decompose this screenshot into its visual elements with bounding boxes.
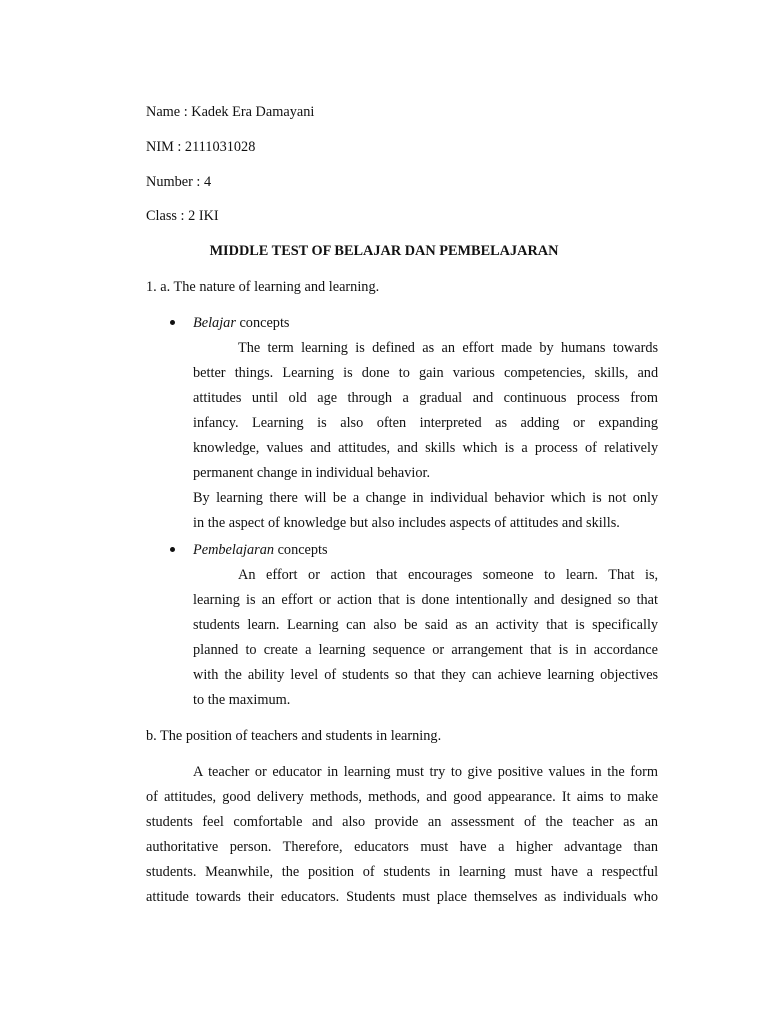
paragraph-line: permanent change in individual behavior. bbox=[193, 465, 431, 481]
paragraph-line: in the aspect of knowledge but also includes aspects of attitudes and skills. bbox=[193, 515, 620, 531]
paragraph-line: A teacher or educator in learning must try to give positive values in the form bbox=[193, 764, 659, 780]
paragraph-line: The term learning is defined as an effort made by humans towards bbox=[238, 340, 659, 356]
bullet-icon bbox=[170, 547, 175, 552]
paragraph-line: better things. Learning is done to gain various competencies, skills, and bbox=[193, 365, 659, 381]
paragraph-line: of attitudes, good delivery methods, methods, and good appearance. It aims to make bbox=[146, 789, 659, 805]
paragraph-line: to the maximum. bbox=[193, 692, 291, 708]
bullet-pembelajaran-heading bbox=[193, 541, 328, 559]
section-b-heading: b. The position of teachers and students in learning. bbox=[146, 728, 442, 744]
paragraph-line: knowledge, values and attitudes, and skills which is a process of relatively bbox=[193, 440, 659, 456]
bullet-suffix: concepts bbox=[235, 315, 290, 331]
paragraph-line: infancy. Learning is also often interpreted as adding or expanding bbox=[193, 415, 658, 431]
paragraph-line: attitudes until old age through a gradual and continuous process from bbox=[193, 390, 658, 406]
bullet-term: Pembelajaran bbox=[193, 542, 274, 558]
paragraph-line: students learn. Learning can also be said as an activity that is specifically bbox=[193, 617, 659, 633]
section-a-heading: 1. a. The nature of learning and learning. bbox=[146, 279, 380, 295]
student-nim: NIM : 2111031028 bbox=[146, 139, 256, 155]
document-title: MIDDLE TEST OF BELAJAR DAN PEMBELAJARAN bbox=[209, 243, 559, 259]
paragraph-line: authoritative person. Therefore, educators must have a higher advantage than bbox=[146, 839, 659, 855]
bullet-term: Belajar bbox=[193, 315, 236, 331]
paragraph-line: students feel comfortable and also provide an assessment of the teacher as an bbox=[146, 814, 659, 830]
student-class: Class : 2 IKI bbox=[146, 208, 219, 224]
paragraph-line: planned to create a learning sequence or arrangement that is in accordance bbox=[193, 642, 658, 658]
paragraph-line: learning is an effort or action that is done intentionally and designed so that bbox=[193, 592, 659, 608]
bullet-suffix: concepts bbox=[274, 542, 328, 558]
student-name: Name : Kadek Era Damayani bbox=[146, 104, 315, 120]
paragraph-line: An effort or action that encourages someone to learn. That is, bbox=[238, 567, 659, 583]
student-number: Number : 4 bbox=[146, 174, 212, 190]
bullet-belajar-heading bbox=[193, 314, 289, 332]
paragraph-line: By learning there will be a change in individual behavior which is not only bbox=[193, 490, 659, 506]
paragraph-line: with the ability level of students so that they can achieve learning objectives bbox=[193, 667, 659, 683]
paragraph-line: students. Meanwhile, the position of students in learning must have a respectful bbox=[146, 864, 659, 880]
bullet-icon bbox=[170, 320, 175, 325]
paragraph-line: attitude towards their educators. Students must place themselves as individuals who bbox=[146, 889, 659, 905]
